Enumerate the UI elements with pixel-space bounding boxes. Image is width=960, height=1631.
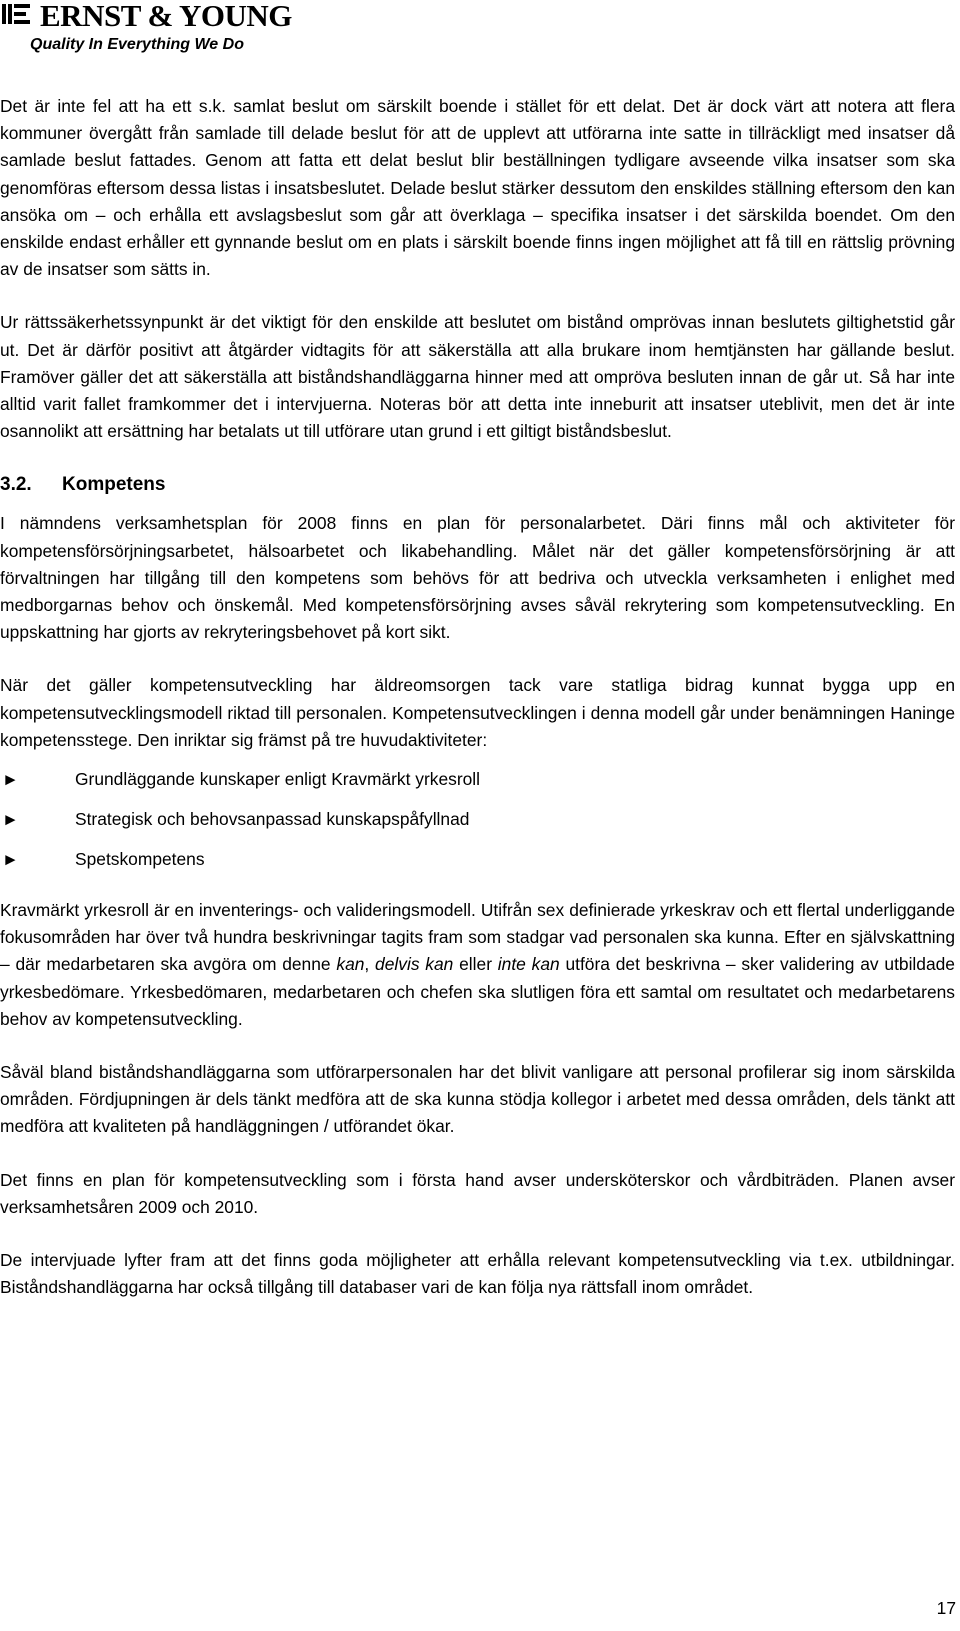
arrow-bullet-icon: ► bbox=[2, 810, 19, 830]
list-item bbox=[0, 766, 955, 793]
list-item bbox=[0, 806, 955, 833]
paragraph-kompetensutveckling: När det gäller kompetensutveckling har äldreomsorgen tack vare statliga bidrag kunnat bygga upp en kompetensutvecklingsmodell riktad till personalen. Kompetensutvecklingen i denna modell går under benämningen Haninge kompetensstege. Den inriktar sig främst på tre huvudaktiviteter: bbox=[0, 675, 955, 750]
paragraph-delat-beslut: Det är inte fel att ha ett s.k. samlat beslut om särskilt boende i stället för ett delat. Det är dock värt att notera att flera kommuner övergått från samlade till delade beslut för att de upplevt att utförarna inte satte in tillräckligt med insatser då samlade beslut fattades. Genom att fatta ett delat beslut blir beställningen tydligare avseende vilka insatser som ska genomföras eftersom dessa listas i insatsbeslutet. Delade beslut stärker dessutom den enskildes ställning eftersom den kan ansöka om – och erhålla ett avslagsbeslut som går att överklaga – specifika insatser i det särskilda boendet. Om den enskilde endast erhåller ett gynnande beslut om en plats i särskilt boende finns ingen möjlighet att få till en rättslig prövning av de insatser som sätts in. bbox=[0, 96, 955, 280]
arrow-bullet-icon: ► bbox=[2, 850, 19, 870]
text-segment: Kravmärkt yrkesroll är en inventerings- och valideringsmodell. Utifrån sex definierade yrkeskrav och ett flertal underliggande fokusområden har över två hundra beskrivningar tagits fram som stadgar vad personalen ska kunna. Efter en självskattning – där medarbetaren ska avgöra om denne bbox=[0, 900, 955, 975]
section-number: 3.2. bbox=[0, 474, 32, 496]
document-body bbox=[0, 93, 955, 1328]
list-item-label: Grundläggande kunskaper enligt Kravmärkt yrkesroll bbox=[75, 769, 481, 790]
section-title: Kompetens bbox=[62, 474, 166, 496]
ernst-young-logo bbox=[2, 0, 292, 58]
paragraph-rattssakerhet: Ur rättssäkerhetssynpunkt är det viktigt för den enskilde att beslutet om bistånd omprövas innan beslutets giltighetstid går ut. Det är därför positivt att åtgärder vidtagits för att säkerställa att alla brukare inom hemtjänsten har gällande beslut. Framöver gäller det att säkerställa att biståndshandläggarna hinner med att ompröva besluten innan de går ut. Så har inte alltid varit fallet framkommer det i intervjuerna. Noteras bör att detta inte inneburit att insatser uteblivit, men det är inte osannolikt att ersättning har betalats ut till utförare utan grund i ett giltigt biståndsbeslut. bbox=[0, 312, 955, 442]
italic-term: delvis kan bbox=[375, 954, 454, 975]
arrow-bullet-icon: ► bbox=[2, 770, 19, 790]
text-segment: utföra det beskrivna – sker validering av utbildade yrkesbedömare. Yrkesbedömaren, medarbetaren och chefen ska slutligen föra ett samtal om resultatet och medarbetarens behov av kompetensutveckling. bbox=[0, 954, 955, 1029]
paragraph-verksamhetsplan: I nämndens verksamhetsplan för 2008 finns en plan för personalarbetet. Däri finns mål och aktiviteter för kompetensförsörjningsarbetet, hälsoarbetet och likabehandling. Målet när det gäller kompetensförsörjning är att förvaltningen har tillgång till den kompetens som behövs för att bedriva och utveckla verksamheten i enlighet med medborgarnas behov och önskemål. Med kompetensförsörjning avses såväl rekrytering som kompetensutveckling. En uppskattning har gjorts av rekryteringsbehovet på kort sikt. bbox=[0, 513, 955, 643]
paragraph-kravmarkt bbox=[0, 897, 955, 1033]
paragraph-mojligheter: De intervjuade lyfter fram att det finns goda möjligheter att erhålla relevant kompetensutveckling via t.ex. utbildningar. Biståndshandläggarna har också tillgång till databaser vari de kan följa nya rättsfall inom området. bbox=[0, 1250, 955, 1298]
italic-term: kan bbox=[336, 954, 365, 975]
list-item bbox=[0, 846, 955, 873]
logo-company-name: ERNST & YOUNG bbox=[40, 0, 292, 33]
bullet-list bbox=[0, 766, 955, 873]
italic-term: inte kan bbox=[497, 954, 560, 975]
list-item-label: Strategisk och behovsanpassad kunskapspåfyllnad bbox=[75, 809, 470, 830]
ey-logo-mark-icon bbox=[2, 2, 32, 26]
logo-tagline: Quality In Everything We Do bbox=[30, 36, 244, 53]
section-heading bbox=[0, 471, 955, 498]
page-number: 17 bbox=[936, 1598, 956, 1618]
text-segment: eller bbox=[453, 954, 498, 975]
paragraph-plan: Det finns en plan för kompetensutveckling som i första hand avser undersköterskor och vårdbiträden. Planen avser verksamhetsåren 2009 och 2010. bbox=[0, 1169, 955, 1217]
paragraph-profilering: Såväl bland biståndshandläggarna som utförarpersonalen har det blivit vanligare att personal profilerar sig inom särskilda områden. Fördjupningen är dels tänkt medföra att de ska kunna stödja kollegor i arbetet med dessa områden, dels tänkt att medföra att kvaliteten på handläggningen / utförandet ökar. bbox=[0, 1062, 955, 1137]
text-segment: , bbox=[364, 954, 376, 975]
list-item-label: Spetskompetens bbox=[75, 849, 205, 870]
